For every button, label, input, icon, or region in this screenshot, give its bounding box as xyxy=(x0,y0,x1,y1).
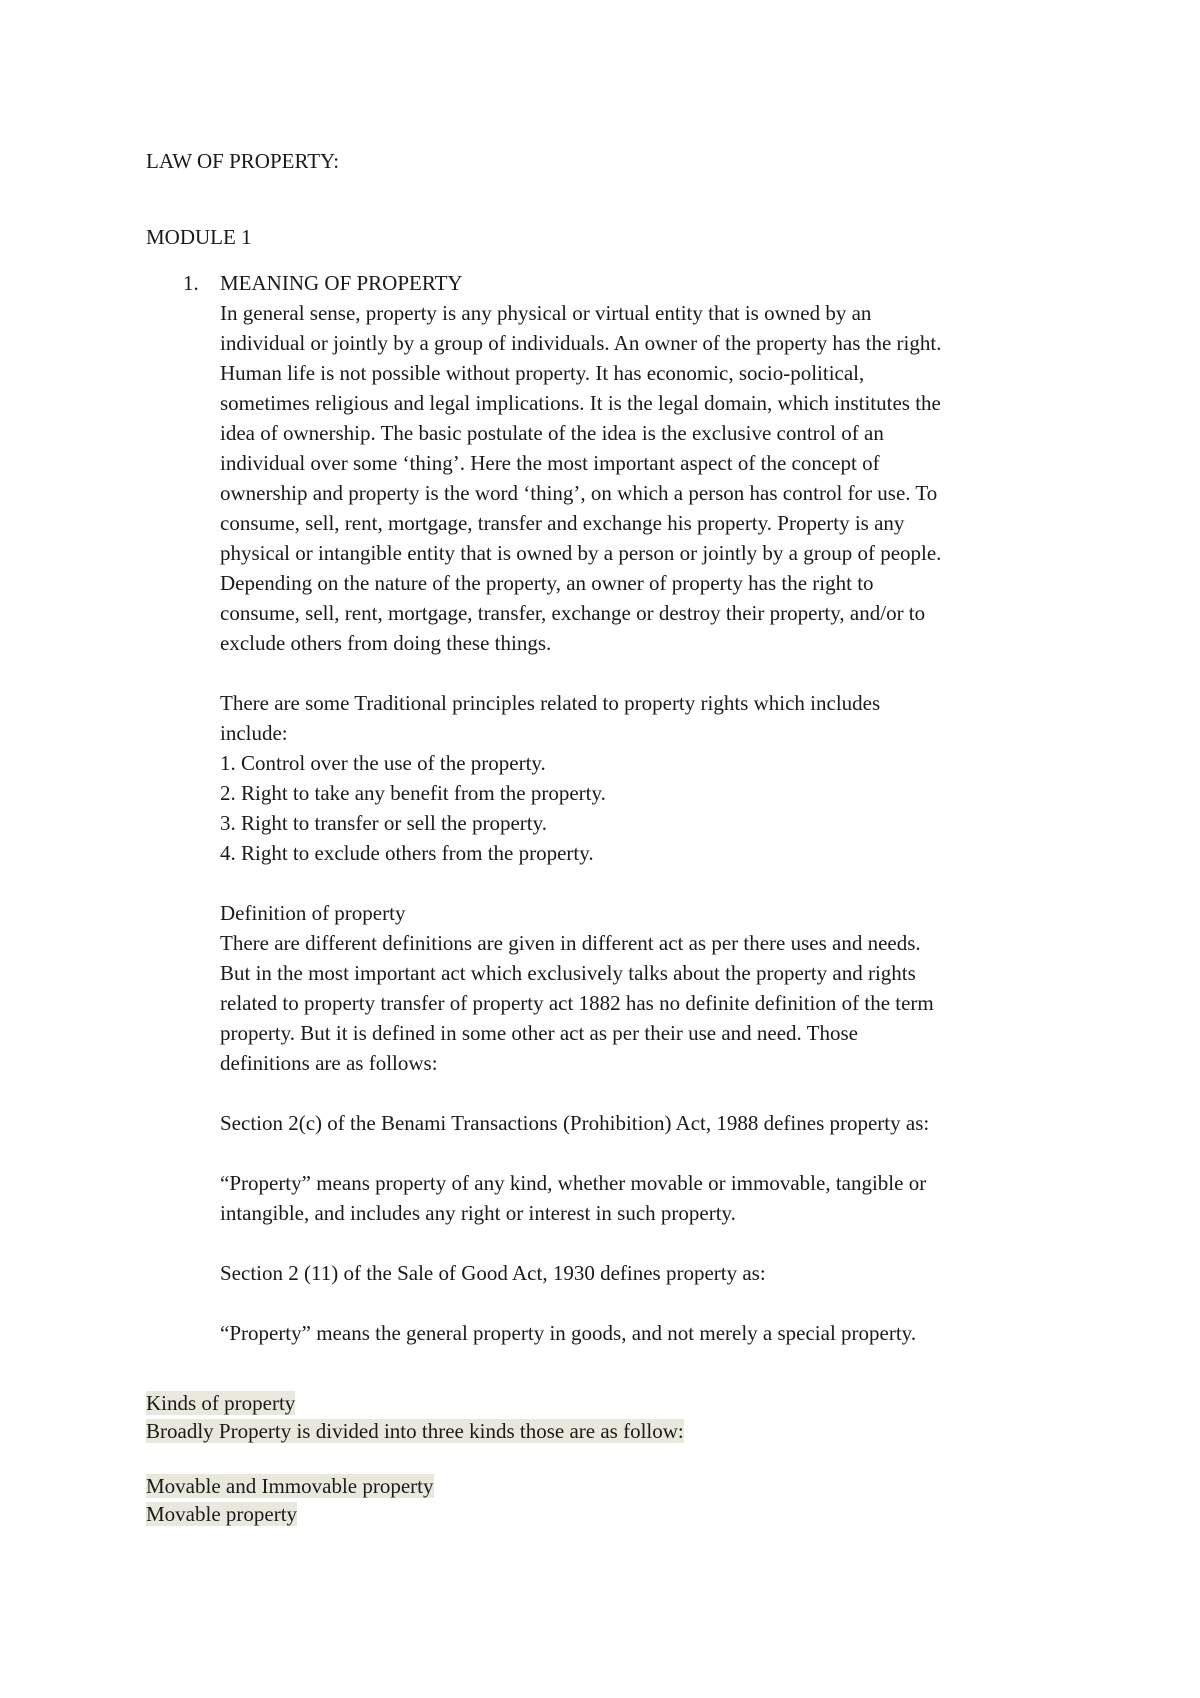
paragraph-line: idea of ownership. The basic postulate of the idea is the exclusive control of an xyxy=(220,421,884,445)
principle-item: 1. Control over the use of the property. xyxy=(220,751,546,775)
paragraph-line: definitions are as follows: xyxy=(220,1051,438,1075)
benami-quote-line: intangible, and includes any right or interest in such property. xyxy=(220,1201,736,1225)
paragraph-line: property. But it is defined in some other act as per their use and need. Those xyxy=(220,1021,858,1045)
paragraph-line: related to property transfer of property act 1882 has no definite definition of the term xyxy=(220,991,934,1015)
paragraph-line: Human life is not possible without property. It has economic, socio-political, xyxy=(220,361,865,385)
paragraph-line: In general sense, property is any physical or virtual entity that is owned by an xyxy=(220,301,872,325)
section-heading: MEANING OF PROPERTY xyxy=(220,271,463,295)
paragraph-line: Depending on the nature of the property, an owner of property has the right to xyxy=(220,571,874,595)
paragraph-line: There are some Traditional principles related to property rights which includes xyxy=(220,691,881,715)
paragraph-line: ownership and property is the word ‘thing’, on which a person has control for use. To xyxy=(220,481,938,505)
module-heading: MODULE 1 xyxy=(146,225,252,249)
paragraph-line: There are different definitions are given in different act as per there uses and needs. xyxy=(220,931,921,955)
benami-quote-line: “Property” means property of any kind, whether movable or immovable, tangible or xyxy=(220,1171,927,1195)
principle-item: 3. Right to transfer or sell the property. xyxy=(220,811,547,835)
principle-item: 2. Right to take any benefit from the property. xyxy=(220,781,606,805)
kinds-subheading: Movable and Immovable property xyxy=(146,1474,434,1498)
paragraph-line: But in the most important act which exclusively talks about the property and rights xyxy=(220,961,916,985)
sale-quote: “Property” means the general property in goods, and not merely a special property. xyxy=(220,1321,917,1345)
sale-intro: Section 2 (11) of the Sale of Good Act, 1930 defines property as: xyxy=(220,1261,766,1285)
paragraph-line: sometimes religious and legal implications. It is the legal domain, which institutes the xyxy=(220,391,941,415)
paragraph-line: individual or jointly by a group of individuals. An owner of the property has the right. xyxy=(220,331,942,355)
paragraph-line: consume, sell, rent, mortgage, transfer and exchange his property. Property is any xyxy=(220,511,905,535)
principle-item: 4. Right to exclude others from the property. xyxy=(220,841,594,865)
kinds-intro: Broadly Property is divided into three kinds those are as follow: xyxy=(146,1419,684,1443)
paragraph-line: consume, sell, rent, mortgage, transfer, exchange or destroy their property, and/or to xyxy=(220,601,926,625)
kinds-subheading: Movable property xyxy=(146,1502,298,1526)
paragraph-line: exclude others from doing these things. xyxy=(220,631,552,655)
paragraph-line: individual over some ‘thing’. Here the most important aspect of the concept of xyxy=(220,451,880,475)
benami-intro: Section 2(c) of the Benami Transactions (Prohibition) Act, 1988 defines property as: xyxy=(220,1111,930,1135)
list-number: 1. xyxy=(183,271,199,295)
kinds-heading: Kinds of property xyxy=(146,1391,296,1415)
definition-heading: Definition of property xyxy=(220,901,406,925)
paragraph-line: physical or intangible entity that is owned by a person or jointly by a group of people. xyxy=(220,541,942,565)
document-title: LAW OF PROPERTY: xyxy=(146,149,340,173)
paragraph-line: include: xyxy=(220,721,288,745)
